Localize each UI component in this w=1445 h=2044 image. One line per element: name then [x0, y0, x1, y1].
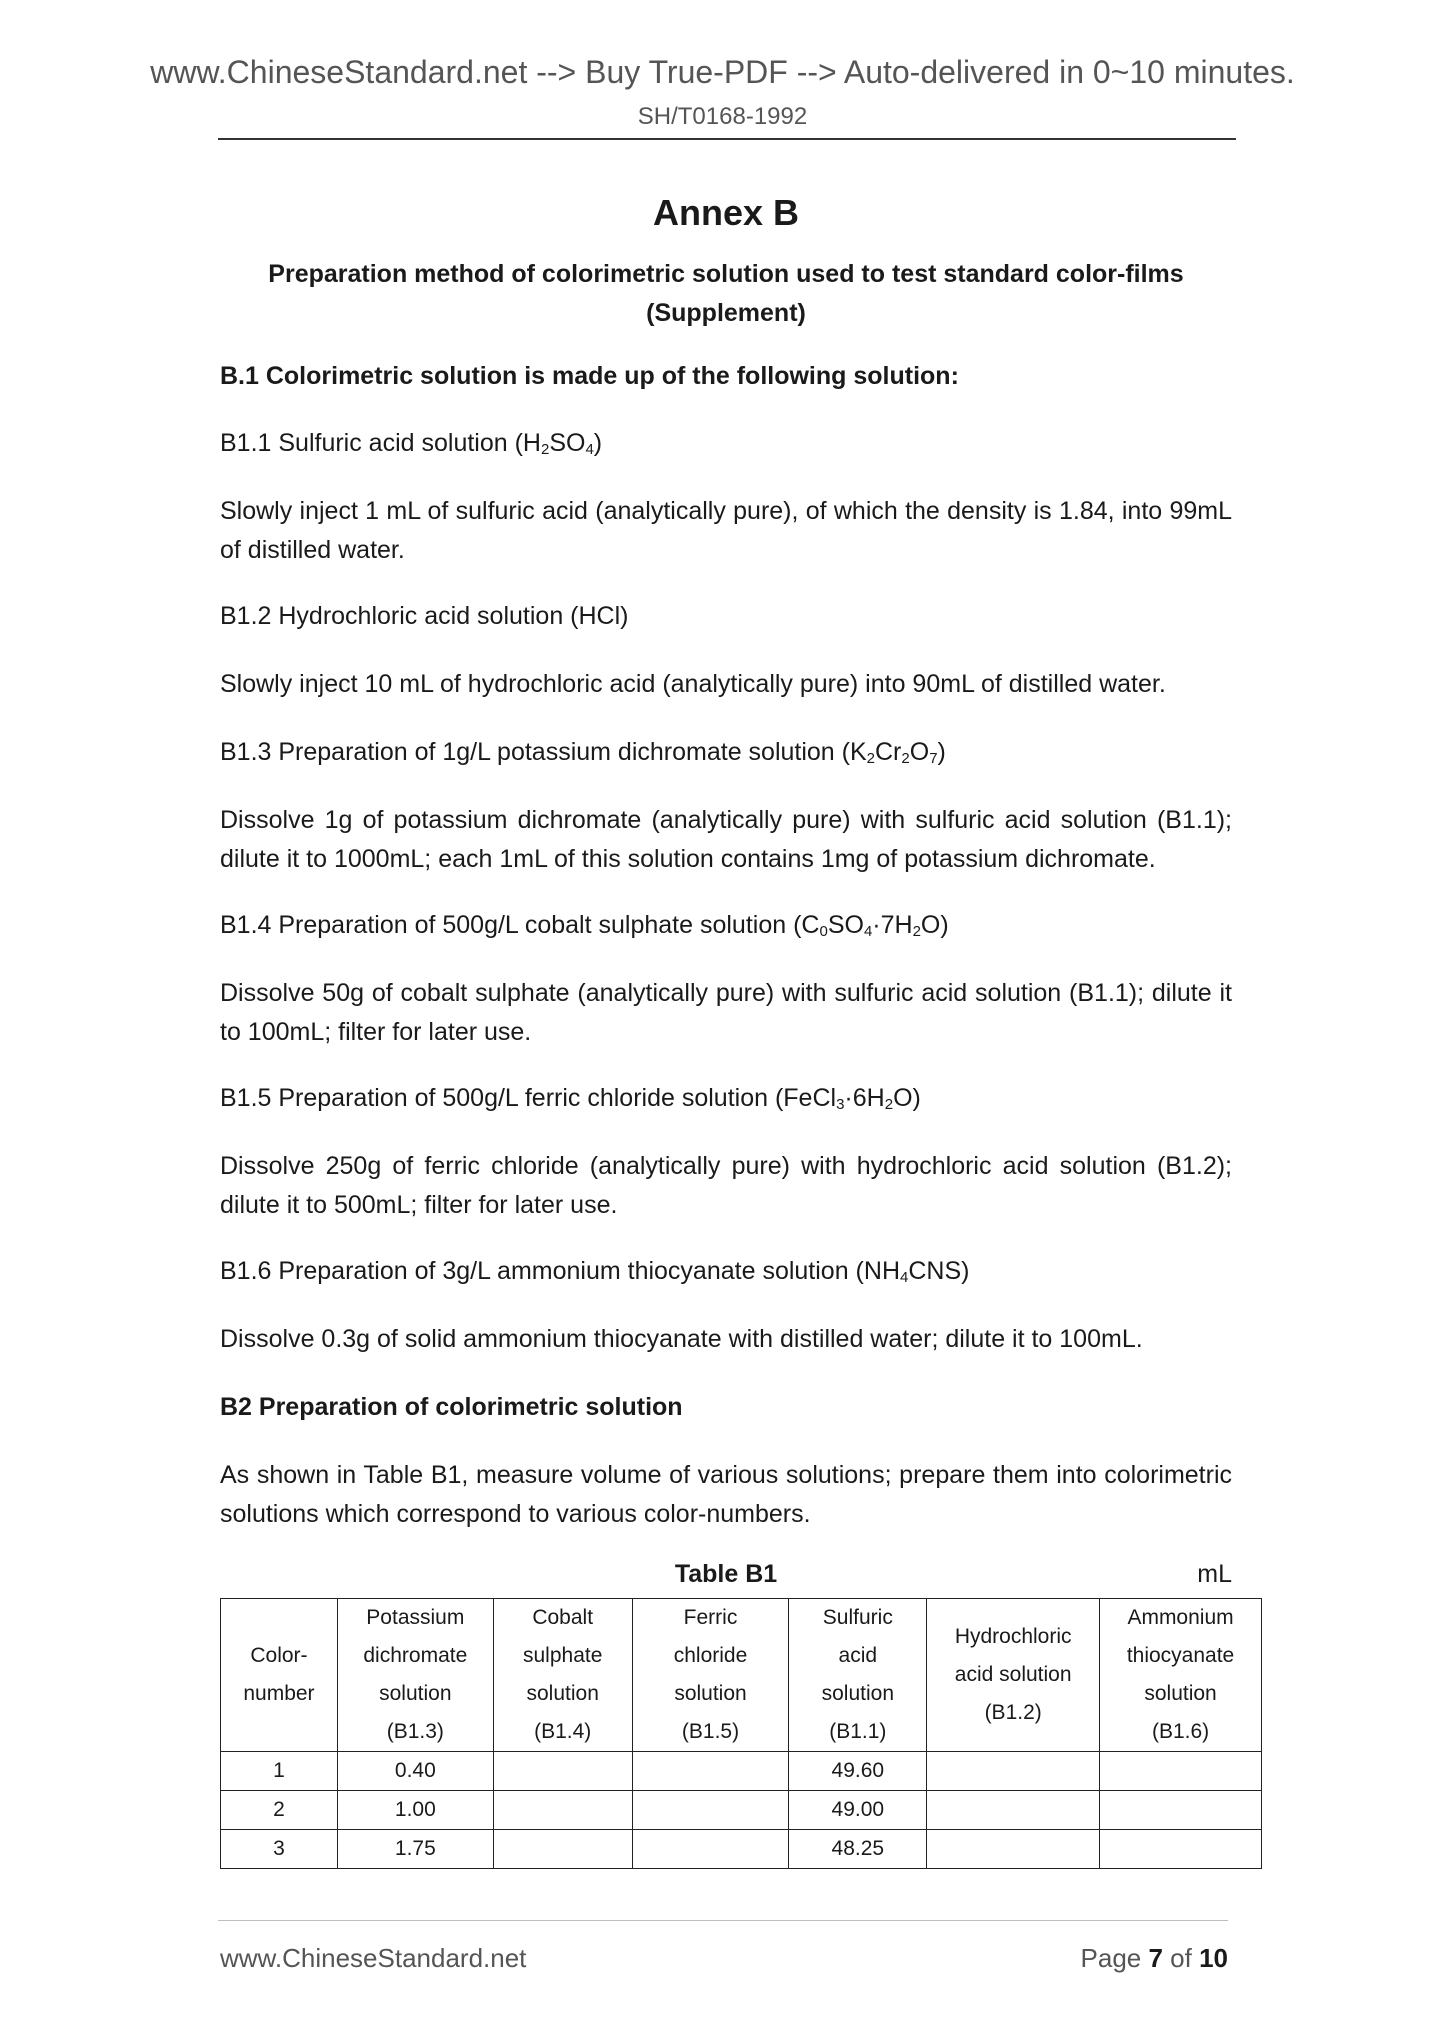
table-cell: 49.60 — [789, 1752, 927, 1791]
header-divider — [218, 138, 1236, 140]
section-b1-1-body: Slowly inject 1 mL of sulfuric acid (analytically pure), of which the density is 1.84, into 99mL of distilled water. — [220, 497, 1232, 564]
header-potassium-dichromate: Potassium dichromate solution (B1.3) — [337, 1599, 493, 1752]
site-banner[interactable]: www.ChineseStandard.net --> Buy True-PDF --> Auto-delivered in 0~10 minutes. — [150, 54, 1295, 90]
section-b1-5-title: B1.5 Preparation of 500g/L ferric chloride solution $(FeCl_3\cdot 6H_2O)$ — [220, 1084, 921, 1113]
table-cell — [493, 1791, 632, 1830]
table-header-row — [221, 1599, 1262, 1752]
table-caption: Table B1 — [674, 1560, 778, 1588]
table-cell — [927, 1830, 1100, 1869]
table-cell — [927, 1752, 1100, 1791]
table-row — [221, 1830, 1262, 1869]
table-cell — [1100, 1791, 1262, 1830]
section-b1-4-title: B1.4 Preparation of 500g/L cobalt sulphate solution $(C_0SO_4\cdot 7H_2O)$ — [220, 911, 949, 940]
page-indicator: Page 7 of 10 — [1080, 1943, 1228, 1973]
footer-divider — [218, 1920, 1228, 1921]
section-b1-heading: B.1 Colorimetric solution is made up of the following solution: — [220, 362, 959, 390]
section-b1-2-title: B1.2 Hydrochloric acid solution (HCl) — [220, 602, 629, 630]
header-ferric-chloride: Ferric chloride solution (B1.5) — [632, 1599, 789, 1752]
table-cell — [632, 1791, 789, 1830]
header-color-number: Color- number — [221, 1599, 338, 1752]
section-b1-3-title: B1.3 Preparation of 1g/L potassium dichromate solution $(K_2Cr_2O_7)$ — [220, 738, 946, 767]
table-cell: 1.00 — [337, 1791, 493, 1830]
annex-subtitle-line1: Preparation method of colorimetric solution used to test standard color-films — [268, 260, 1184, 288]
header-ammonium-thiocyanate: Ammonium thiocyanate solution (B1.6) — [1100, 1599, 1262, 1752]
annex-title: Annex B — [652, 192, 800, 233]
annex-subtitle-line2: (Supplement) — [646, 299, 806, 327]
table-row — [221, 1791, 1262, 1830]
section-b2-heading: B2 Preparation of colorimetric solution — [220, 1393, 683, 1421]
table-cell: 2 — [221, 1791, 338, 1830]
header-cobalt-sulphate: Cobalt sulphate solution (B1.4) — [493, 1599, 632, 1752]
section-b1-6-body: Dissolve 0.3g of solid ammonium thiocyanate with distilled water; dilute it to 100mL. — [220, 1325, 1143, 1353]
table-cell: 1.75 — [337, 1830, 493, 1869]
current-page-number: 7 — [1148, 1943, 1163, 1973]
table-cell — [632, 1830, 789, 1869]
table-row — [221, 1752, 1262, 1791]
table-cell — [927, 1791, 1100, 1830]
table-cell — [1100, 1830, 1262, 1869]
header-hydrochloric-acid: Hydrochloric acid solution (B1.2) — [927, 1599, 1100, 1752]
table-cell: 48.25 — [789, 1830, 927, 1869]
table-b1 — [220, 1598, 1262, 1869]
table-cell — [493, 1752, 632, 1791]
section-b1-2-body: Slowly inject 10 mL of hydrochloric acid (analytically pure) into 90mL of distilled water. — [220, 670, 1166, 698]
footer-site-link[interactable]: www.ChineseStandard.net — [220, 1943, 527, 1973]
section-b1-4-body: Dissolve 50g of cobalt sulphate (analytically pure) with sulfuric acid solution (B1.1); dilute it to 100mL; filter for later use. — [220, 979, 1232, 1046]
section-b1-5-body: Dissolve 250g of ferric chloride (analytically pure) with hydrochloric acid solution (B1.2); dilute it to 500mL; filter for later use. — [220, 1152, 1232, 1219]
table-unit: mL — [1197, 1560, 1232, 1588]
table-cell: 49.00 — [789, 1791, 927, 1830]
table-cell: 0.40 — [337, 1752, 493, 1791]
section-b1-6-title: B1.6 Preparation of 3g/L ammonium thiocyanate solution $(NH_4CNS)$ — [220, 1257, 970, 1286]
table-cell — [1100, 1752, 1262, 1791]
section-b1-3-body: Dissolve 1g of potassium dichromate (analytically pure) with sulfuric acid solution (B1.1); dilute it to 1000mL; each 1mL of this solution contains 1mg of potassium dichromate. — [220, 806, 1232, 873]
total-pages: 10 — [1199, 1943, 1228, 1973]
table-cell: 1 — [221, 1752, 338, 1791]
section-b2-body: As shown in Table B1, measure volume of various solutions; prepare them into colorimetric solutions which correspond to various color-numbers. — [220, 1461, 1232, 1528]
header-sulfuric-acid: Sulfuric acid solution (B1.1) — [789, 1599, 927, 1752]
table-cell — [632, 1752, 789, 1791]
standard-code: SH/T0168-1992 — [637, 103, 808, 130]
annex-subtitle — [220, 255, 1232, 333]
section-b1-1-title: B1.1 Sulfuric acid solution $(H_2SO_4)$ — [220, 429, 603, 458]
table-cell: 3 — [221, 1830, 338, 1869]
table-cell — [493, 1830, 632, 1869]
